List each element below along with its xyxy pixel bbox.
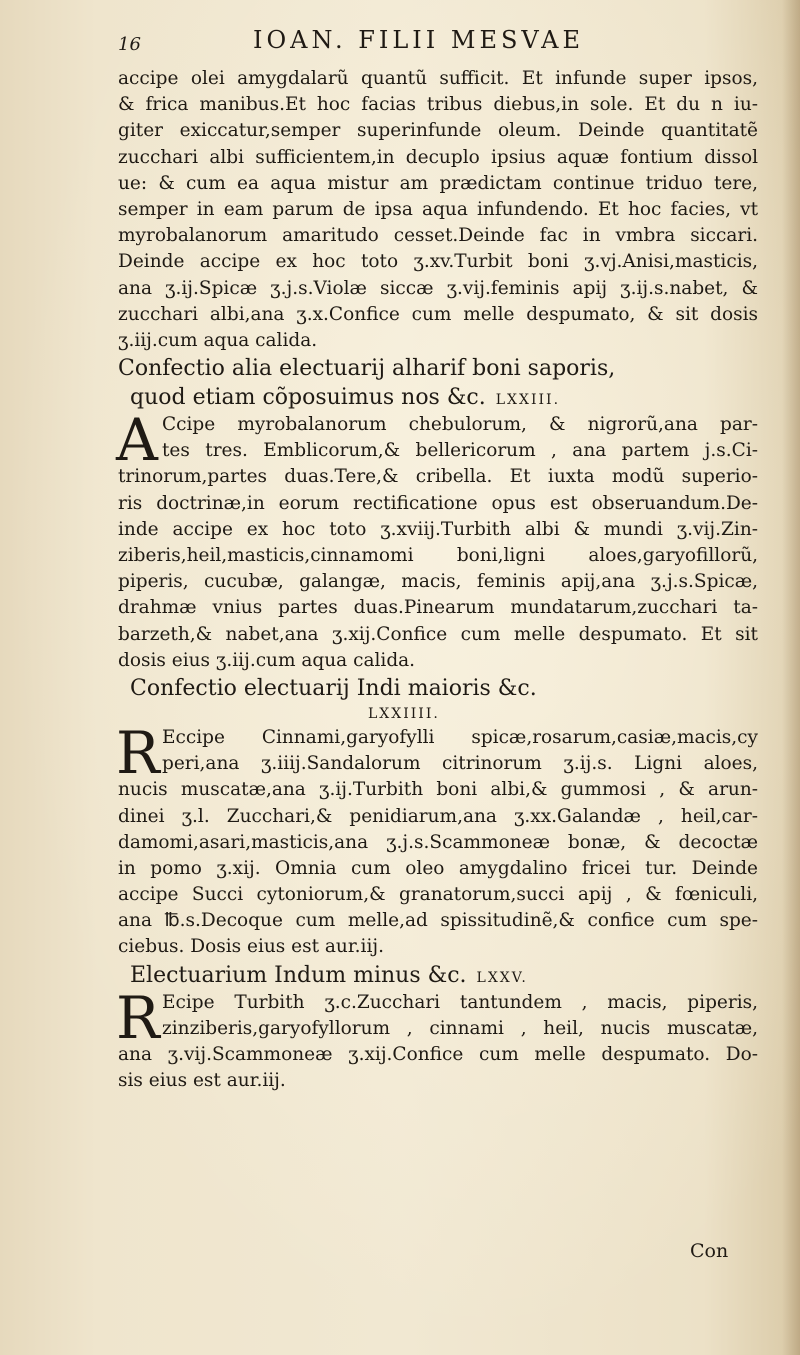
paragraph — [116, 718, 758, 961]
text-block — [118, 26, 758, 1094]
text-line: drahmæ vnius partes duas.Pinearum mundatarum,zucchari ta- — [118, 597, 758, 619]
text-line: ue: & cum ea aqua mistur am prædictam continue triduo tere, — [118, 172, 758, 194]
text-line: myrobalanorum amaritudo cesset.Deinde fac in vmbra siccari. — [118, 225, 758, 247]
text-line: & frica manibus.Et hoc facias tribus diebus,in sole. Et du n iu- — [118, 94, 758, 116]
chapter-number: LXXV. — [476, 969, 528, 986]
text-line: Eccipe Cinnami,garyofylli spicæ,rosarum,casiæ,macis,cy — [162, 726, 758, 748]
paragraph-continuation — [118, 66, 758, 354]
text-line: zucchari albi sufficientem,in decuplo ipsius aquæ fontium dissol — [118, 146, 758, 168]
text-line: Ecipe Turbith ʒ.c.Zucchari tantundem , macis, piperis, — [162, 991, 758, 1013]
text-line: ris doctrinæ,in eorum rectificatione opus est obseruandum.De- — [118, 492, 758, 514]
text-line: dosis eius ʒ.iij.cum aqua calida. — [118, 649, 416, 671]
chapter-number: LXXIIII. — [368, 705, 440, 722]
text-line: peri,ana ʒ.iiij.Sandalorum citrinorum ʒ.ij.s. Ligni aloes, — [162, 753, 758, 775]
text-line: Deinde accipe ex hoc toto ʒ.xv.Turbit boni ʒ.vj.Anisi,masticis, — [118, 251, 758, 273]
text-line: trinorum,partes duas.Tere,& cribella. Et iuxta modũ superio- — [118, 466, 758, 488]
text-line: ana ʒ.ij.Spicæ ʒ.j.s.Violæ siccæ ʒ.vij.feminis apij ʒ.ij.s.nabet, & — [118, 277, 758, 299]
text-line: giter exiccatur,semper superinfunde oleum. Deinde quantitatẽ — [118, 120, 758, 142]
section-heading: Confectio alia electuarij alharif boni saporis, — [118, 356, 616, 382]
text-line: damomi,asari,masticis,ana ʒ.j.s.Scammoneæ bonæ, & decoctæ — [118, 831, 758, 853]
drop-cap: R — [116, 718, 160, 787]
running-title: IOAN. FILII MESVAE — [253, 26, 584, 54]
text-line: semper in eam parum de ipsa aqua infundendo. Et hoc facies, vt — [118, 198, 758, 220]
paragraph — [116, 406, 758, 674]
text-line: piperis, cucubæ, galangæ, macis, feminis apij,ana ʒ.j.s.Spicæ, — [118, 571, 758, 593]
chapter-number: LXXIII. — [495, 392, 561, 409]
page-number: 16 — [118, 34, 141, 55]
catchword: Con — [690, 1240, 729, 1262]
text-line: ciebus. Dosis eius est aur.iij. — [118, 936, 384, 958]
text-line: in pomo ʒ.xij. Omnia cum oleo amygdalino fricei tur. Deinde — [118, 857, 758, 879]
running-head — [118, 26, 758, 66]
paragraph — [116, 983, 758, 1095]
section-heading — [118, 961, 758, 990]
drop-cap: R — [116, 983, 160, 1052]
text-line: Ccipe myrobalanorum chebulorum, & nigrorũ,ana par- — [162, 414, 758, 436]
text-line: dinei ʒ.l. Zucchari,& penidiarum,ana ʒ.xx.Galandæ , heil,car- — [118, 805, 758, 827]
drop-cap: A — [116, 406, 158, 475]
text-line: accipe Succi cytoniorum,& granatorum,succi apij , & fœniculi, — [118, 884, 758, 906]
text-line: nucis muscatæ,ana ʒ.ij.Turbith boni albi,& gummosi , & arun- — [118, 779, 758, 801]
text-line: inde accipe ex hoc toto ʒ.xviij.Turbith albi & mundi ʒ.vij.Zin- — [118, 518, 758, 540]
text-line: sis eius est aur.iij. — [118, 1070, 286, 1092]
section-heading — [118, 383, 758, 412]
section-heading-text: quod etiam cõposuimus nos &c. — [130, 385, 486, 411]
text-line: zinziberis,garyofyllorum , cinnami , heil, nucis muscatæ, — [162, 1017, 758, 1039]
text-line: ʒ.iij.cum aqua calida. — [118, 329, 318, 351]
text-line: ana ℔.s.Decoque cum melle,ad spissitudinẽ,& confice cum spe- — [118, 910, 758, 932]
text-line: ana ʒ.vij.Scammoneæ ʒ.xij.Confice cum melle despumato. Do- — [118, 1044, 758, 1065]
section-heading: Confectio electuarij Indi maioris &c. — [130, 675, 537, 701]
text-line: tes tres. Emblicorum,& bellericorum , ana partem j.s.Ci- — [162, 440, 758, 462]
text-line: ziberis,heil,masticis,cinnamomi boni,ligni aloes,garyofillorũ, — [118, 545, 758, 566]
text-line: accipe olei amygdalarũ quantũ sufficit. Et infunde super ipsos, — [118, 68, 758, 89]
section-heading-text: Electuarium Indum minus &c. — [130, 962, 467, 988]
text-line: zucchari albi,ana ʒ.x.Confice cum melle despumato, & sit dosis — [118, 303, 758, 325]
text-line: barzeth,& nabet,ana ʒ.xij.Confice cum melle despumato. Et sit — [118, 623, 758, 645]
